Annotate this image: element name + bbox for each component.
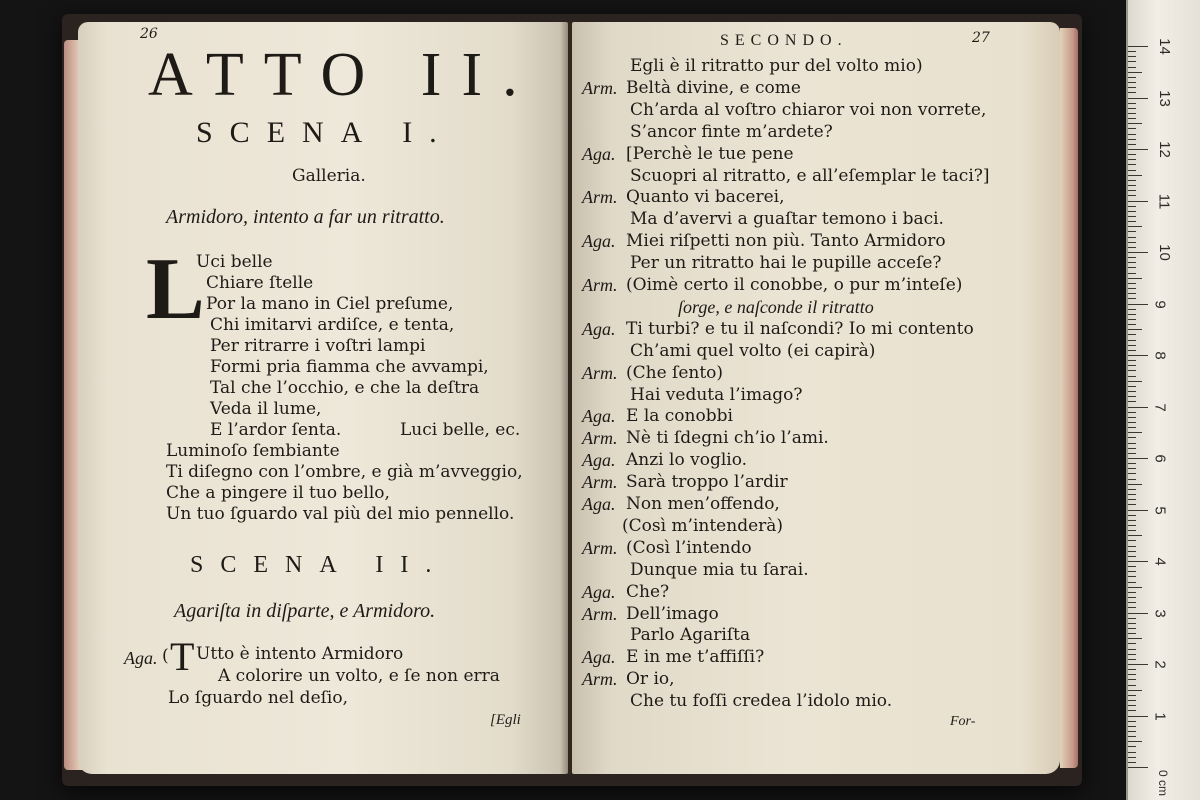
ruler-number: 10 [1155, 244, 1173, 261]
ruler-tick [1128, 473, 1136, 474]
ruler-tick [1128, 334, 1136, 335]
ruler-tick [1128, 664, 1148, 665]
ruler-tick [1128, 206, 1136, 207]
dialogue-block [582, 56, 1052, 716]
ruler-tick [1128, 468, 1136, 469]
dialogue-line: Per un ritratto hai le pupille acceſe? [630, 253, 942, 274]
ruler-tick [1128, 195, 1136, 196]
ruler-number: 4 [1151, 557, 1169, 566]
ruler-tick [1128, 669, 1136, 670]
ruler-tick [1128, 401, 1136, 402]
speaker-label: Arm. [582, 362, 618, 383]
ruler-tick [1128, 391, 1136, 392]
left-page [78, 22, 568, 774]
ruler-tick [1128, 273, 1136, 274]
ruler-tick [1128, 231, 1136, 232]
ruler-tick [1128, 144, 1136, 145]
ruler-tick [1128, 139, 1136, 140]
ruler-tick [1128, 685, 1136, 686]
dialogue-line: Beltà divine, e come [626, 77, 801, 98]
ruler-tick [1128, 638, 1142, 639]
ruler-tick [1128, 185, 1136, 186]
ruler-tick [1128, 437, 1136, 438]
verse-line: Un tuo ſguardo val più del mio pennello. [166, 504, 515, 524]
ruler-tick [1128, 463, 1136, 464]
ruler-tick [1128, 221, 1136, 222]
ruler-tick [1128, 721, 1136, 722]
ruler-tick [1128, 293, 1136, 294]
ruler-tick [1128, 237, 1136, 238]
speaker-label: Aga. [582, 406, 616, 427]
ruler-tick [1128, 82, 1136, 83]
ruler-tick [1128, 633, 1136, 634]
speaker-label: Arm. [582, 275, 618, 295]
ruler-tick [1128, 314, 1136, 315]
speaker-label: Aga. [124, 648, 158, 668]
ruler-tick [1128, 716, 1148, 717]
ruler-tick [1128, 242, 1136, 243]
ruler-tick [1128, 92, 1136, 93]
ruler-tick [1128, 319, 1136, 320]
dialogue-line: E la conobbi [626, 406, 733, 427]
dialogue-line: Nè ti ſdegni ch’io l’ami. [626, 428, 829, 449]
ruler-tick [1128, 412, 1136, 413]
ruler-tick [1128, 247, 1136, 248]
ruler-tick [1128, 304, 1148, 305]
ruler-tick [1128, 154, 1136, 155]
verse-line: Formi pria fiamma che avvampi, [210, 357, 489, 377]
ruler-tick [1128, 551, 1136, 552]
dialogue-line: [Perchè le tue pene [626, 143, 794, 164]
ruler-tick [1128, 309, 1136, 310]
ruler-tick [1128, 98, 1148, 99]
ruler-tick [1128, 190, 1136, 191]
ruler-tick [1128, 587, 1142, 588]
ruler-tick [1128, 340, 1136, 341]
ruler-tick [1128, 370, 1136, 371]
ruler-tick [1128, 443, 1136, 444]
ruler-tick [1128, 72, 1142, 73]
speaker-label: Aga. [582, 647, 616, 668]
ruler-tick [1128, 417, 1136, 418]
ruler-tick [1128, 654, 1136, 655]
verse-line: Tal che l’occhio, e che la deſtra [210, 378, 480, 398]
ruler-tick [1128, 262, 1136, 263]
ruler-tick [1128, 556, 1136, 557]
ruler-tick [1128, 201, 1148, 202]
speaker-label: Aga. [582, 231, 616, 252]
dialogue-line: Or io, [626, 669, 675, 690]
ruler-tick [1128, 705, 1136, 706]
ruler-tick [1128, 164, 1136, 165]
verse-line: Veda il lume, [210, 399, 322, 419]
dialogue-line: Anzi lo voglio. [626, 450, 748, 471]
ruler-tick [1128, 489, 1136, 490]
ruler-tick [1128, 731, 1136, 732]
ruler-tick [1128, 51, 1136, 52]
ruler-tick [1128, 278, 1142, 279]
dialogue-line: (Così l’intendo [626, 537, 752, 558]
running-head: SECONDO. [720, 32, 848, 49]
ruler-tick [1128, 216, 1136, 217]
ruler-tick [1128, 226, 1142, 227]
ruler-tick [1128, 149, 1148, 150]
ruler-tick [1128, 175, 1142, 176]
speaker-label: Aga. [582, 450, 616, 471]
ruler-tick [1128, 46, 1148, 47]
dialogue-line: Quanto vi bacerei, [626, 187, 785, 208]
ruler-tick [1128, 700, 1136, 701]
ruler-number: 14 [1155, 38, 1173, 55]
dialogue-line: Egli è il ritratto pur del volto mio) [630, 56, 923, 76]
dialogue-line: Ch’arda al voſtro chiaror voi non vorrete, [630, 99, 987, 120]
speaker-label: Aga. [582, 494, 616, 514]
open-paren: ( [162, 646, 169, 666]
speaker-label: Arm. [582, 187, 618, 208]
ruler-tick [1128, 530, 1136, 531]
dialogue-line: Ti turbi? e tu il naſcondi? Io mi contento [626, 318, 974, 339]
ruler-tick [1128, 582, 1136, 583]
ruler-tick [1128, 407, 1148, 408]
ruler-tick [1128, 494, 1136, 495]
ruler-tick [1128, 659, 1136, 660]
verse-line: Chi imitarvi ardiſce, e tenta, [210, 315, 455, 335]
ruler-tick [1128, 479, 1136, 480]
ruler-tick [1128, 61, 1136, 62]
speaker-label: Arm. [582, 537, 618, 558]
verse-line: Por la mano in Ciel preſume, [206, 294, 454, 314]
ruler-tick [1128, 298, 1136, 299]
ruler-tick [1128, 376, 1136, 377]
ruler-number: 9 [1151, 299, 1169, 309]
ruler-tick [1128, 345, 1136, 346]
ruler-tick [1128, 453, 1136, 454]
right-page-number: 27 [972, 30, 990, 46]
ruler-tick [1128, 504, 1136, 505]
dialogue-line: Parlo Agariſta [630, 625, 751, 646]
ruler-number: 8 [1151, 351, 1169, 360]
ruler-tick [1128, 180, 1136, 181]
drop-cap: L [146, 241, 205, 338]
ruler-tick [1128, 762, 1136, 763]
ruler-tick [1128, 767, 1148, 768]
ruler-tick [1128, 643, 1136, 644]
ruler-tick [1128, 257, 1136, 258]
ruler-tick [1128, 679, 1136, 680]
measuring-ruler [1126, 0, 1200, 800]
ruler-number: 13 [1155, 89, 1173, 107]
ruler-tick [1128, 726, 1136, 727]
ruler-tick [1128, 695, 1136, 696]
speaker-label: Arm. [582, 669, 618, 690]
ruler-tick [1128, 515, 1136, 516]
verse-line: Che a pingere il tuo bello, [166, 483, 390, 503]
ruler-number: 1 [1151, 711, 1169, 721]
ruler-tick [1128, 546, 1136, 547]
ruler-number: 3 [1151, 608, 1169, 618]
ruler-tick [1128, 674, 1136, 675]
scene-1-title: SCENA I. [196, 116, 454, 149]
ruler-tick [1128, 525, 1136, 526]
ruler-tick [1128, 67, 1136, 68]
ruler-tick [1128, 736, 1136, 737]
ruler-tick [1128, 283, 1136, 284]
ruler-tick [1128, 108, 1136, 109]
scene-2-direction: Agariſta in diſparte, e Armidoro. [174, 600, 436, 622]
catchword: For- [950, 714, 976, 729]
speaker-label: Arm. [582, 472, 618, 493]
ruler-tick [1128, 618, 1136, 619]
ruler-tick [1128, 267, 1136, 268]
dialogue-line: S’ancor finte m’ardete? [630, 121, 833, 142]
ruler-tick [1128, 510, 1148, 511]
ruler-tick [1128, 360, 1136, 361]
verse-line: Chiare ſtelle [206, 273, 314, 293]
left-page-number: 26 [140, 26, 158, 42]
dialogue-line: Lo ſguardo nel deſio, [168, 688, 348, 708]
ruler-tick [1128, 103, 1136, 104]
ruler-tick [1128, 211, 1136, 212]
ruler-tick [1128, 535, 1142, 536]
ruler-tick [1128, 365, 1136, 366]
dialogue-line: Hai veduta l’imago? [630, 384, 803, 405]
dialogue-line: Non men’offendo, [626, 494, 780, 514]
act-title: ATTO II. [148, 41, 538, 109]
dialogue-line: Ch’ami quel volto (ei capirà) [630, 340, 876, 361]
ruler-unit: 0 cm [1156, 769, 1171, 797]
ruler-tick [1128, 741, 1142, 742]
ruler-tick [1128, 613, 1148, 614]
ruler-tick [1128, 329, 1142, 330]
ruler-number: 5 [1151, 505, 1169, 515]
verse-line: Per ritrarre i voſtri lampi [210, 336, 426, 356]
ruler-number: 6 [1151, 454, 1169, 463]
ruler-tick [1128, 350, 1136, 351]
verse-line: E l’ardor ſenta. [210, 420, 342, 440]
verse-line: Uci belle [196, 252, 273, 272]
ruler-tick [1128, 134, 1136, 135]
ruler-tick [1128, 56, 1136, 57]
ruler-tick [1128, 113, 1136, 114]
ruler-number: 2 [1151, 660, 1169, 669]
ruler-tick [1128, 628, 1136, 629]
ruler-tick [1128, 752, 1136, 753]
ruler-tick [1128, 746, 1136, 747]
refrain: Luci belle, ec. [400, 420, 521, 440]
dialogue-line: Scuopri al ritratto, e all’eſemplar le taci?] [630, 165, 990, 186]
ruler-tick [1128, 540, 1136, 541]
catchword: [Egli [490, 712, 521, 728]
dialogue-line: Dunque mia tu ſarai. [630, 559, 809, 580]
ruler-tick [1128, 571, 1136, 572]
ruler-tick [1128, 602, 1136, 603]
ruler-tick [1128, 757, 1136, 758]
ruler-tick [1128, 566, 1136, 567]
ruler-tick [1128, 381, 1142, 382]
ruler-tick [1128, 520, 1136, 521]
ruler-tick [1128, 597, 1136, 598]
ruler-tick [1128, 355, 1148, 356]
ruler-tick [1128, 561, 1148, 562]
ruler-tick [1128, 118, 1136, 119]
dialogue-line: Utto è intento Armidoro [196, 644, 404, 664]
stage-direction: ſorge, e naſconde il ritratto [678, 296, 874, 317]
ruler-tick [1128, 592, 1136, 593]
ruler-tick [1128, 690, 1142, 691]
ruler-tick [1128, 458, 1148, 459]
ruler-tick [1128, 484, 1142, 485]
scene-setting: Galleria. [292, 166, 366, 186]
ruler-tick [1128, 499, 1136, 500]
ruler-tick [1128, 576, 1136, 577]
ruler-number: 12 [1155, 141, 1173, 158]
page-edge-right [1060, 28, 1078, 768]
dialogue-line: E in me t’affiſſi? [626, 647, 765, 668]
ruler-tick [1128, 288, 1136, 289]
speaker-label: Arm. [582, 603, 618, 624]
ruler-tick [1128, 422, 1136, 423]
ruler-tick [1128, 427, 1136, 428]
dialogue-line: (Così m’intenderà) [622, 515, 784, 536]
ruler-tick [1128, 77, 1136, 78]
speaker-label: Aga. [582, 581, 616, 602]
speaker-label: Aga. [582, 318, 616, 339]
ruler-tick [1128, 432, 1142, 433]
ruler-tick [1128, 170, 1136, 171]
verse-line: Luminoſo ſembiante [166, 441, 340, 461]
stage-direction: Armidoro, intento a far un ritratto. [166, 206, 445, 228]
speaker-label: Aga. [582, 143, 616, 164]
dialogue-line: (Che ſento) [626, 362, 724, 383]
right-page [572, 22, 1060, 774]
ruler-tick [1128, 123, 1142, 124]
ruler-tick [1128, 252, 1148, 253]
dialogue-line: Che tu foſſi credea l’idolo mio. [630, 691, 893, 712]
ruler-number: 7 [1151, 402, 1169, 412]
ruler-tick [1128, 128, 1136, 129]
dialogue-line: A colorire un volto, e ſe non erra [218, 666, 500, 686]
ruler-number: 11 [1155, 193, 1173, 209]
ruler-tick [1128, 448, 1136, 449]
dialogue-line: Ma d’avervi a guaſtar temono i baci. [630, 209, 944, 230]
ruler-tick [1128, 710, 1136, 711]
ruler-tick [1128, 623, 1136, 624]
ruler-tick [1128, 159, 1136, 160]
dialogue-line: Sarà troppo l’ardir [626, 472, 788, 493]
dialogue-line: Dell’imago [626, 603, 719, 624]
ruler-tick [1128, 386, 1136, 387]
verse-line: Ti diſegno con l’ombre, e già m’avveggio, [166, 462, 523, 482]
dialogue-line: Miei riſpetti non più. Tanto Armidoro [626, 231, 946, 252]
scene-2-title: SCENA II. [190, 552, 449, 578]
ruler-tick [1128, 607, 1136, 608]
dialogue-line: (Oimè certo il conobbe, o pur m’inteſe) [626, 275, 963, 295]
ruler-tick [1128, 396, 1136, 397]
speaker-label: Arm. [582, 428, 618, 449]
speaker-label: Arm. [582, 77, 618, 98]
ruler-tick [1128, 324, 1136, 325]
ruler-tick [1128, 87, 1136, 88]
ruler-tick [1128, 649, 1136, 650]
drop-cap-2: T [170, 634, 195, 679]
dialogue-line: Che? [626, 581, 670, 602]
